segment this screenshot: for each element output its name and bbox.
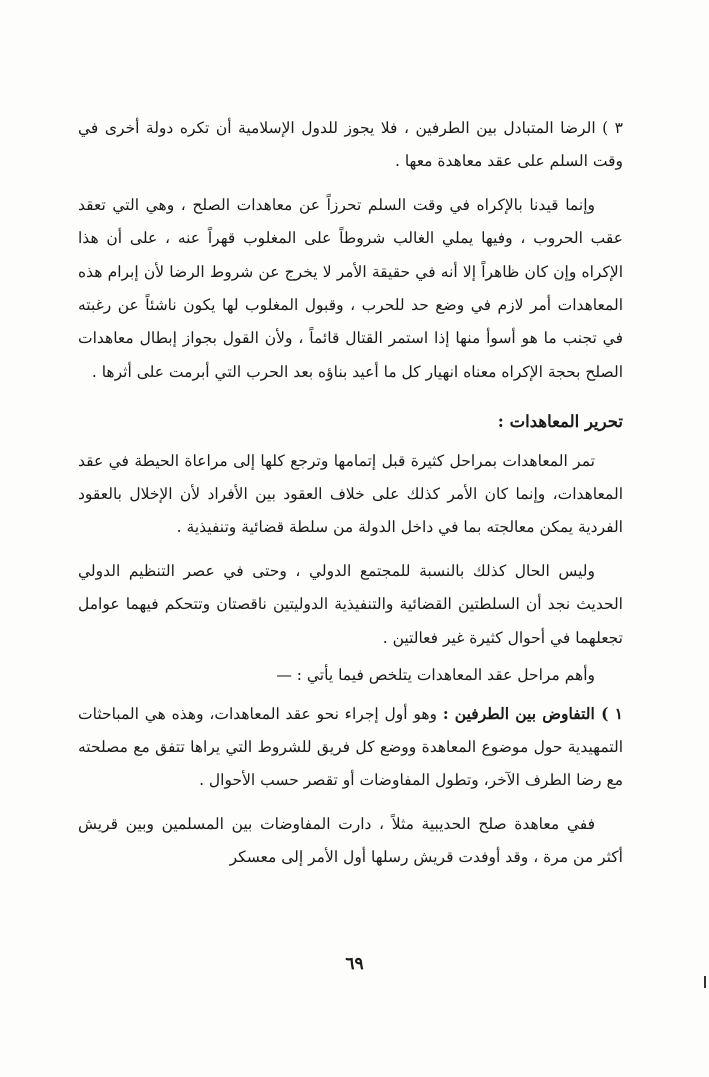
page-body [78, 112, 623, 875]
condition-3-paragraph: ٣ ) الرضا المتبادل بين الطرفين ، فلا يجوز للدول الإسلامية أن تكره دولة أخرى في وقت السلم على عقد معاهدة معها . [78, 119, 623, 171]
negotiation-paragraph [78, 697, 623, 798]
coercion-explanation-paragraph: وإنما قيدنا بالإكراه في وقت السلم تحرزاً عن معاهدات الصلح ، وهي التي تعقد عقب الحروب ، وفيها يملي الغالب شروطاً على المغلوب قهراً عنه ، على أن هذا الإكراه وإن كان ظاهراً إلا أنه في حقيقة الأمر لا يخرج عن شروط الرضا لأن إبرام هذه المعاهدات أمر لازم في وضع حد للحرب ، وقبول المغلوب لها يكون ناشئاً عن رغبته في تجنب ما هو أسوأ منها إذا استمر القتال قائماً ، ولأن القول بجواز إبطال معاهدات الصلح بحجة الإكراه معناه انهيار كل ما أعيد بناؤه بعد الحرب التي أبرمت على أثرها . [78, 195, 623, 381]
international-community-paragraph: وليس الحال كذلك بالنسبة للمجتمع الدولي ، وحتى في عصر التنظيم الدولي الحديث نجد أن السلطتين القضائية والتنفيذية الدوليتين ناقصتان وتتحكم فيهما عوامل تجعلهما في أحوال كثيرة غير فعالتين . [78, 561, 623, 647]
stages-intro-paragraph: وأهم مراحل عقد المعاهدات يتلخص فيما يأتي : — [276, 666, 595, 685]
negotiation-lead: ١ ) التفاوض بين الطرفين : [442, 703, 623, 723]
treaty-stages-paragraph: تمر المعاهدات بمراحل كثيرة قبل إتمامها وترجع كلها إلى مراعاة الحيطة في عقد المعاهدات، وإنما كان الأمر كذلك على خلاف العقود بين الأفراد لأن الإخلال بالعقود الفردية يمكن معالجته بما في داخل الدولة من سلطة قضائية وتنفيذية . [78, 451, 623, 537]
page-number: ٦٩ [345, 954, 364, 974]
negotiation-text: وهو أول إجراء نحو عقد المعاهدات، وهذه هي المباحثات التمهيدية حول موضوع المعاهدة ووضع كل فريق للشروط التي يراها تتفق مع مصلحته مع رضا الطرف الآخر، وتطول المفاوضات أو تقصر حسب الأحوال . [78, 704, 623, 790]
hudaybiyyah-paragraph: ففي معاهدة صلح الحديبية مثلاً ، دارت المفاوضات بين المسلمين وبين قريش أكثر من مرة ، وقد أوفدت قريش رسلها أول الأمر إلى معسكر [78, 814, 623, 867]
scan-edge-mark [704, 976, 706, 988]
section-heading: تحرير المعاهدات : [497, 412, 623, 432]
